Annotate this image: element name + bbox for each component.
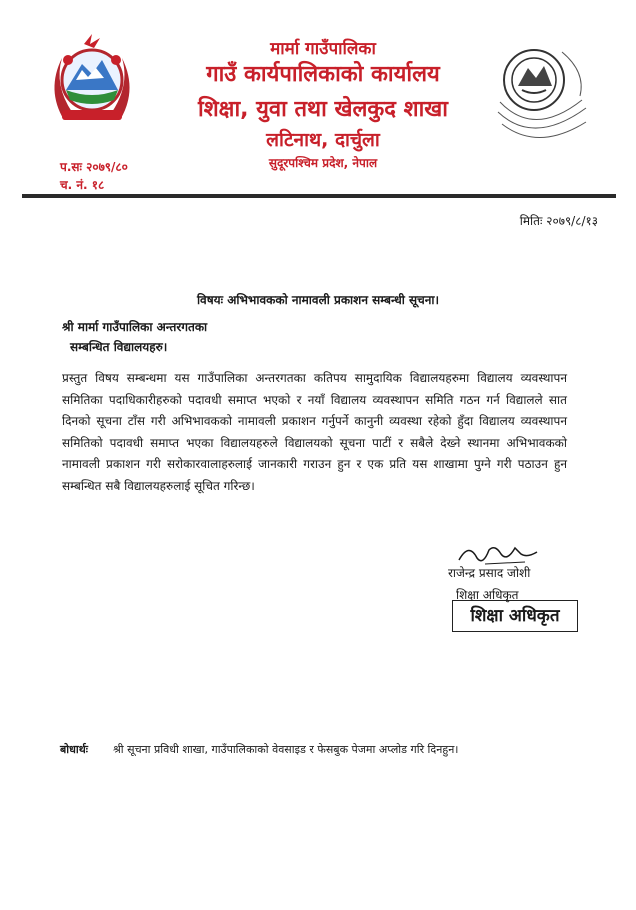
addressee-line-1: श्री मार्मा गाउँपालिका अन्तरगतका — [62, 320, 208, 334]
designation-stamp: शिक्षा अधिकृत — [452, 600, 578, 632]
reference-cn: च. नं. १८ — [60, 178, 105, 192]
signatory-name: राजेन्द्र प्रसाद जोशी — [448, 566, 531, 580]
letter-date: मितिः २०७९/८/१३ — [519, 214, 598, 228]
cc-text: श्री सूचना प्रविधी शाखा, गाउँपालिकाको वेवसाइड र फेसबुक पेजमा अप्लोड गरि दिनहुन। — [113, 743, 459, 756]
signatory-designation: शिक्षा अधिकृत — [456, 588, 519, 602]
office-location: लटिनाथ, दार्चुला — [266, 129, 380, 151]
office-name: गाउँ कार्यपालिकाको कार्यालय — [206, 62, 440, 87]
letter-body: प्रस्तुत विषय सम्बन्धमा यस गाउँपालिका अन्तरगतका कतिपय सामुदायिक विद्यालयहरुमा विद्यालय व्यवस्थापन समितिका पदाधिकारीहरुको पदावधी समाप्त भएको र नयाँ विद्यालय व्यवस्थापन समिति गठन गर्न विद्यालले सात दिनको सूचना टाँस गरी अभिभावकको नामावली प्रकाशन गर्नुपर्ने कानुनी व्यवस्था रहेको हुँदा विद्यालय व्यवस्थापन समितिको पदावधी समाप्त भएका विद्यालयहरुले विद्यालयको सूचना पाटीं र सबैले देख्ने स्थानमा अभिभावकको नामावली प्रकाशन गरी सरोकारवालाहरुलाई जानकारी गराउन हुन र एक प्रति यस शाखामा पुग्ने गरी पठाउन हुन सम्बन्धित सबै विद्यालयहरुलाई सूचित गरिन्छ। — [62, 371, 567, 493]
reference-ps: प.सः २०७९/८० — [60, 160, 128, 174]
province: सुदूरपश्चिम प्रदेश, नेपाल — [268, 156, 378, 170]
nepal-emblem-icon — [44, 30, 140, 130]
header-divider — [22, 194, 616, 198]
letter-subject: विषयः अभिभावकको नामावली प्रकाशन सम्बन्धी सूचना। — [196, 293, 440, 307]
addressee-line-2: सम्बन्धित विद्यालयहरु। — [70, 340, 168, 354]
branch-name: शिक्षा, युवा तथा खेलकुद शाखा — [198, 97, 448, 122]
office-seal-icon — [494, 42, 590, 152]
municipality-name: मार्मा गाउँपालिका — [270, 39, 376, 59]
cc-label: बोधार्थः — [60, 743, 88, 756]
